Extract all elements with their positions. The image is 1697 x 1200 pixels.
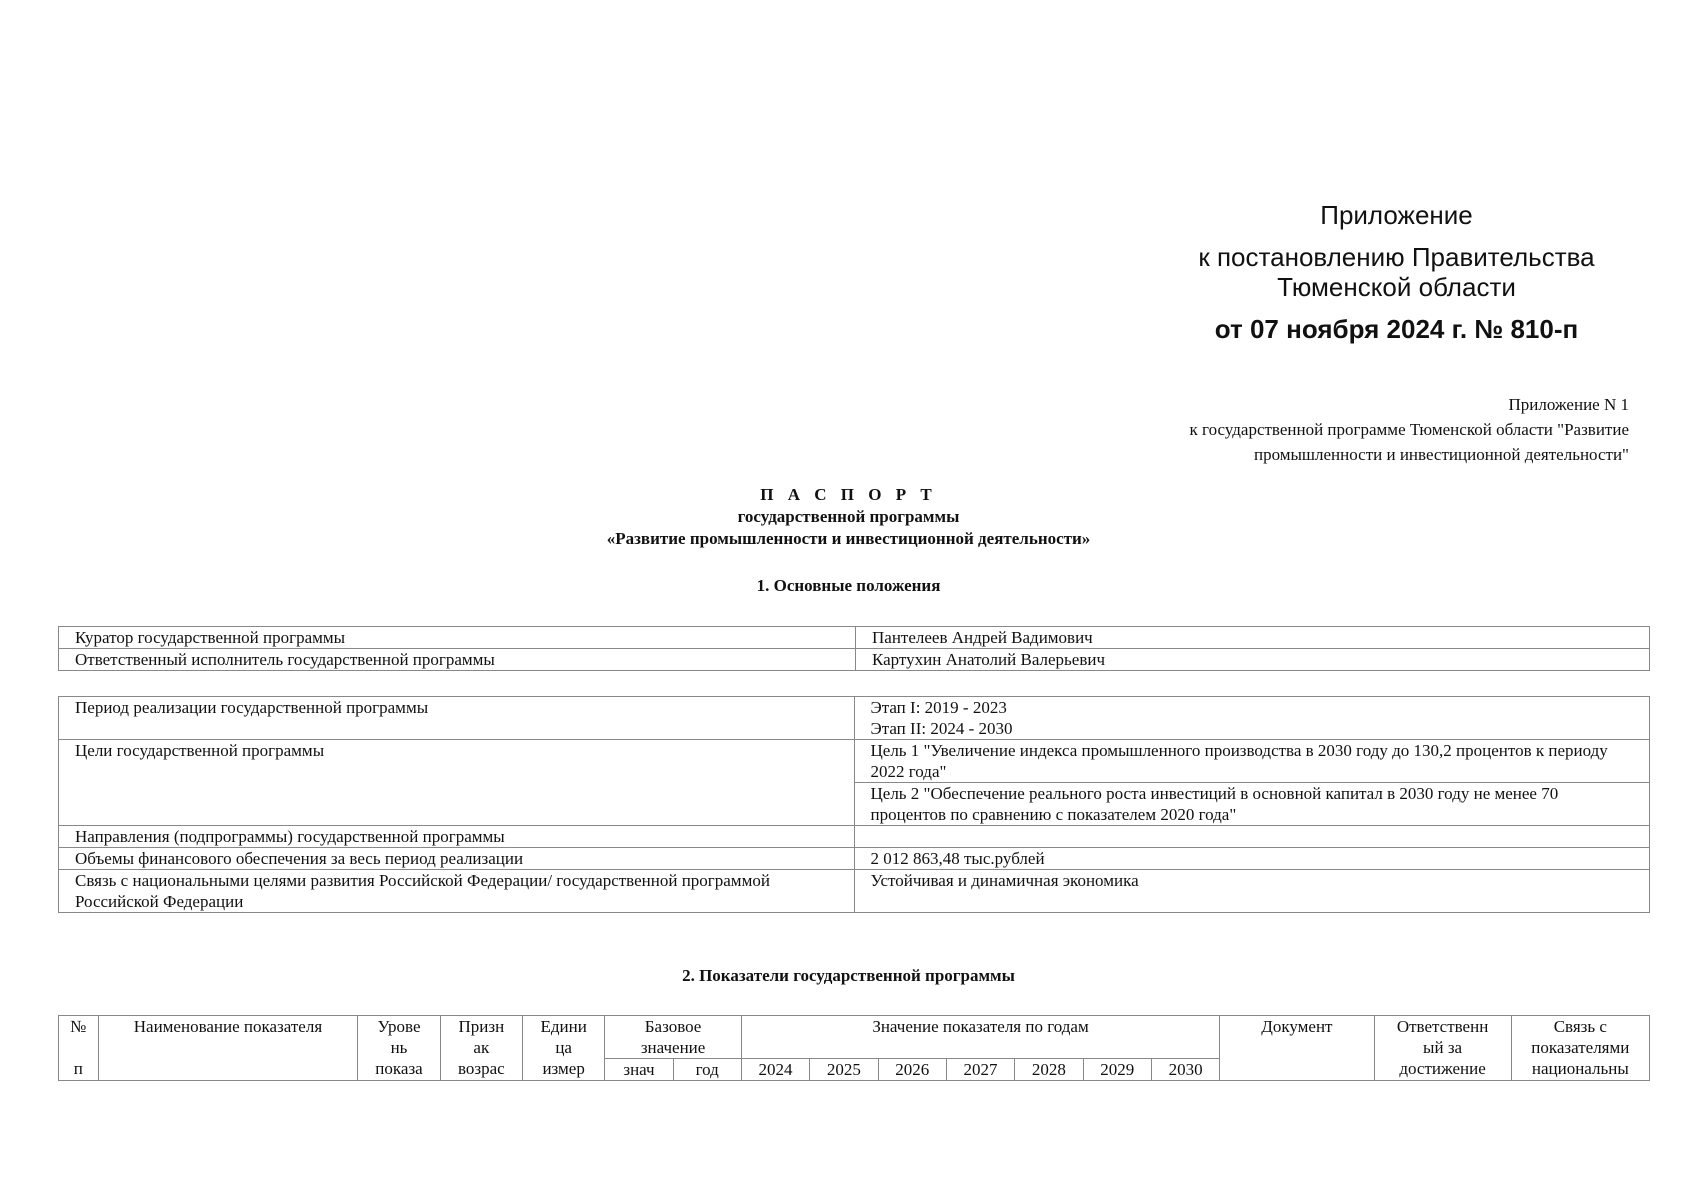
- header-date-number: от 07 ноября 2024 г. № 810-п: [1214, 314, 1579, 344]
- col-link-line: национальны: [1531, 1059, 1629, 1078]
- resolution-header: [1100, 200, 1693, 344]
- col-unit-line: ца: [555, 1038, 572, 1057]
- directions-label: Направления (подпрограммы) государственной программы: [59, 826, 855, 848]
- col-unit-header: [523, 1016, 605, 1081]
- appendix-line-2: к государственной программе Тюменской области "Развитие: [1189, 420, 1629, 439]
- directions-value: [854, 826, 1650, 848]
- goal-2: Цель 2 "Обеспечение реального роста инвестиций в основной капитал в 2030 году не менее 70 процентов по сравнению с показателем 2020 года": [854, 783, 1650, 826]
- table-row: [59, 826, 1650, 848]
- table-row: [59, 870, 1650, 913]
- row-value: Картухин Анатолий Валерьевич: [856, 649, 1650, 671]
- col-link-line: Связь с: [1553, 1017, 1607, 1036]
- col-level-line: нь: [390, 1038, 408, 1057]
- table-row: [59, 848, 1650, 870]
- col-base-line: значение: [640, 1038, 706, 1057]
- curator-table: [58, 626, 1650, 671]
- table-header-row: [59, 1016, 1650, 1059]
- col-resp-line: Ответственн: [1396, 1017, 1489, 1036]
- col-base-header: [605, 1016, 742, 1059]
- link-value: Устойчивая и динамичная экономика: [854, 870, 1650, 913]
- period-stage-2: Этап II: 2024 - 2030: [870, 719, 1013, 738]
- year-header: 2025: [810, 1059, 878, 1081]
- header-line-3: Тюменской области: [1277, 272, 1516, 302]
- col-level-line: показа: [375, 1059, 423, 1078]
- col-level-line: Урове: [377, 1017, 421, 1036]
- col-base-line: Базовое: [644, 1017, 702, 1036]
- col-base-year-header: год: [673, 1059, 741, 1081]
- col-resp-line: достижение: [1399, 1059, 1486, 1078]
- year-header: 2026: [878, 1059, 946, 1081]
- row-label: Куратор государственной программы: [59, 627, 856, 649]
- col-number-spacer: [61, 1037, 96, 1058]
- section-2-title: 2. Показатели государственной программы: [682, 966, 1015, 985]
- finance-label: Объемы финансового обеспечения за весь период реализации: [59, 848, 855, 870]
- appendix-line-3: промышленности и инвестиционной деятельности": [1253, 445, 1629, 464]
- period-value: [854, 697, 1650, 740]
- period-label: Период реализации государственной программы: [59, 697, 855, 740]
- col-values-header: Значение показателя по годам: [741, 1016, 1219, 1059]
- row-label: Ответственный исполнитель государственной программы: [59, 649, 856, 671]
- goal-1: Цель 1 "Увеличение индекса промышленного производства в 2030 году до 130,2 процентов к периоду 2022 года": [854, 740, 1650, 783]
- col-number-line: п: [73, 1059, 83, 1078]
- year-header: 2027: [946, 1059, 1014, 1081]
- col-unit-line: Едини: [540, 1017, 587, 1036]
- link-label: Связь с национальными целями развития Российской Федерации/ государственной программой Российской Федерации: [59, 870, 855, 913]
- year-header: 2028: [1015, 1059, 1083, 1081]
- table-row: [59, 697, 1650, 740]
- header-line-1: Приложение: [1320, 200, 1473, 230]
- col-resp-line: ый за: [1423, 1038, 1463, 1057]
- table-row: [59, 740, 1650, 783]
- col-doc-header: Документ: [1220, 1016, 1374, 1081]
- passport-subtitle-1: государственной программы: [737, 507, 960, 526]
- section-1-title: 1. Основные положения: [756, 576, 941, 595]
- row-value: Пантелеев Андрей Вадимович: [856, 627, 1650, 649]
- col-unit-line: измер: [542, 1059, 585, 1078]
- indicators-table: [58, 1015, 1650, 1081]
- col-sign-header: [440, 1016, 522, 1081]
- col-link-header: [1511, 1016, 1649, 1081]
- finance-value: 2 012 863,48 тыс.рублей: [854, 848, 1650, 870]
- col-name-header: Наименование показателя: [98, 1016, 358, 1081]
- passport-heading: [0, 484, 1697, 550]
- year-header: 2030: [1151, 1059, 1219, 1081]
- header-line-2: к постановлению Правительства: [1198, 242, 1595, 272]
- passport-title: П А С П О Р Т: [760, 485, 937, 504]
- main-provisions-table: [58, 696, 1650, 913]
- col-sign-line: возрас: [457, 1059, 505, 1078]
- table-row: [59, 649, 1650, 671]
- col-link-line: показателями: [1531, 1038, 1630, 1057]
- goals-label: Цели государственной программы: [59, 740, 855, 826]
- col-level-header: [358, 1016, 440, 1081]
- col-number-line: №: [70, 1017, 87, 1036]
- col-base-value-header: знач: [605, 1059, 673, 1081]
- col-resp-header: [1374, 1016, 1511, 1081]
- period-stage-1: Этап I: 2019 - 2023: [870, 698, 1007, 717]
- col-number-header: [59, 1016, 99, 1081]
- col-sign-line: Призн: [458, 1017, 505, 1036]
- col-sign-line: ак: [473, 1038, 490, 1057]
- year-header: 2024: [741, 1059, 809, 1081]
- passport-subtitle-2: «Развитие промышленности и инвестиционной деятельности»: [606, 529, 1091, 548]
- appendix-note: [1069, 392, 1629, 467]
- appendix-line-1: Приложение N 1: [1508, 395, 1629, 414]
- year-header: 2029: [1083, 1059, 1151, 1081]
- table-row: [59, 627, 1650, 649]
